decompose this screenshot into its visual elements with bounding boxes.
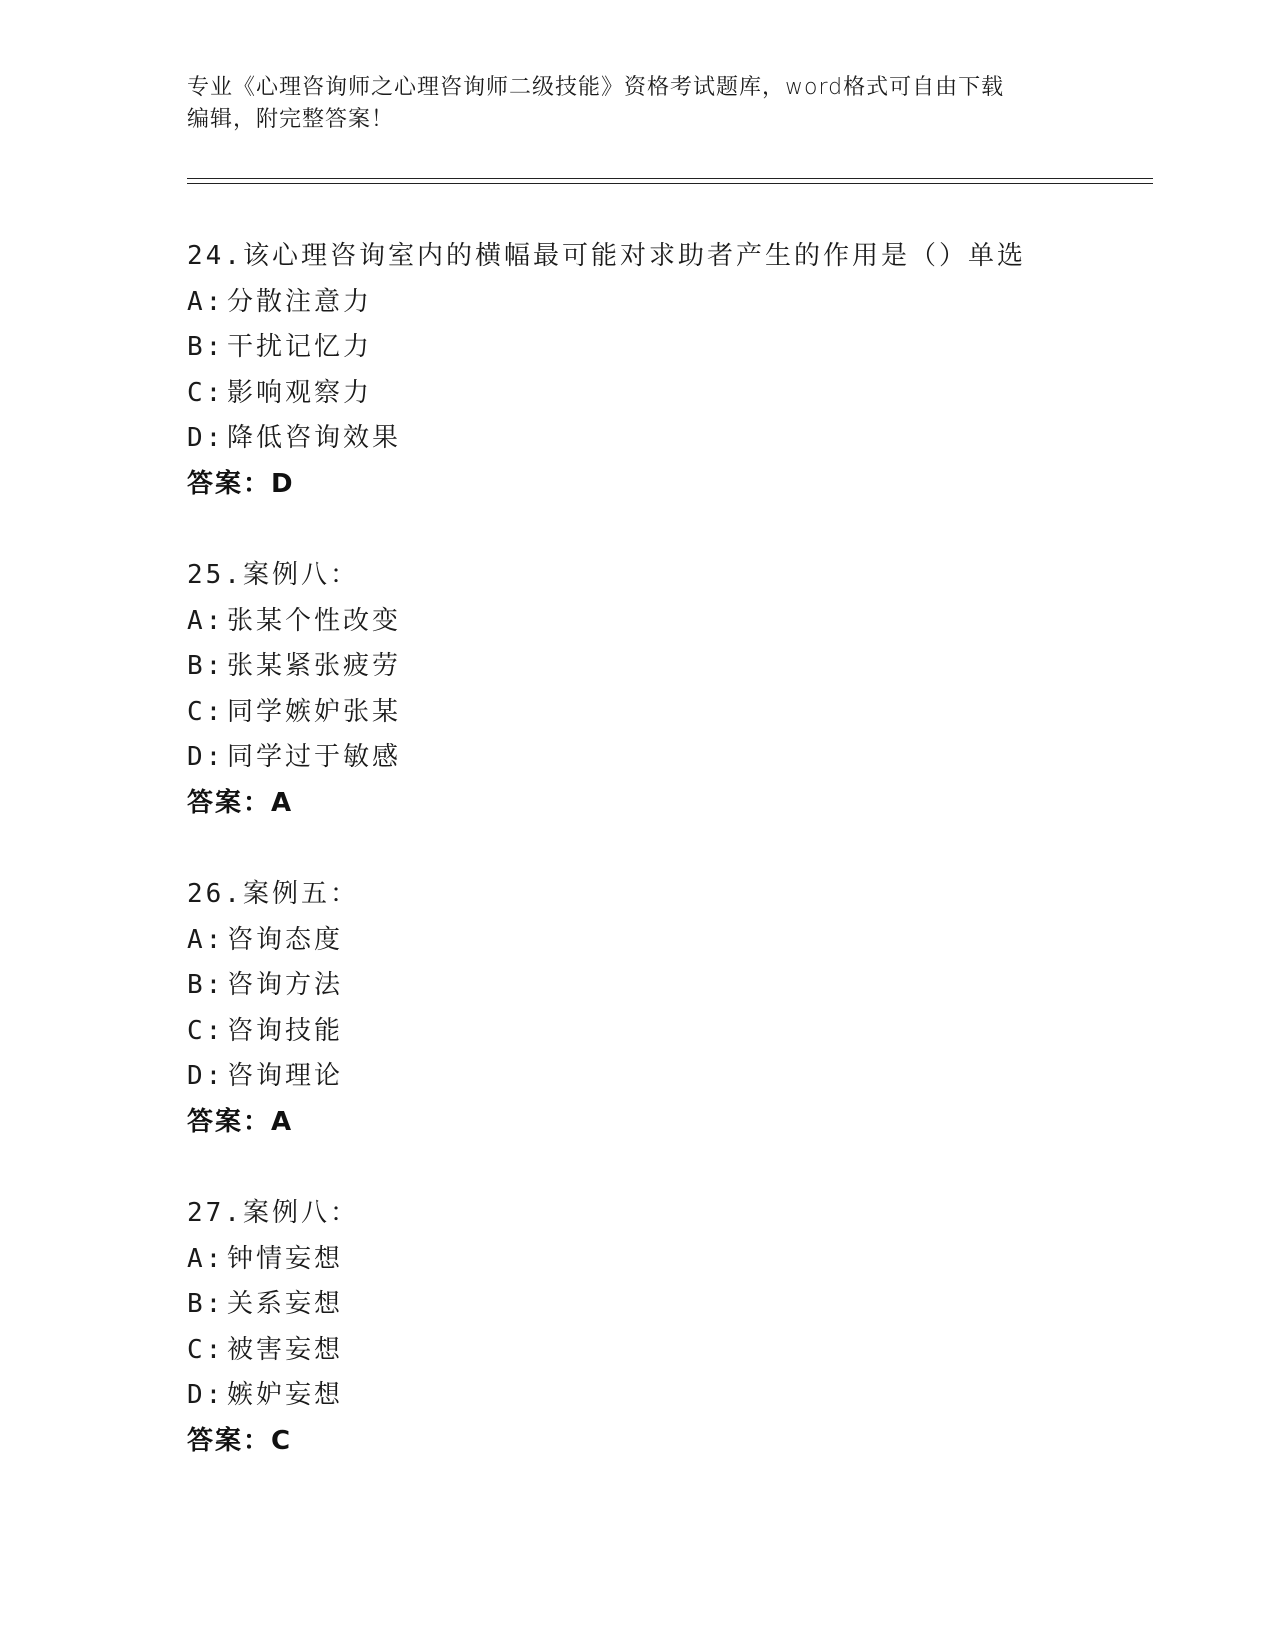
option-d — [187, 1054, 1167, 1100]
option-text: 同学嫉妒张某 — [227, 696, 402, 727]
option-letter: A: — [187, 1243, 225, 1274]
option-d — [187, 416, 1167, 462]
question-25 — [187, 553, 1167, 826]
question-26 — [187, 872, 1167, 1145]
question-title: 27.案例八： — [187, 1198, 359, 1228]
option-text: 张某个性改变 — [227, 605, 402, 636]
option-a — [187, 280, 1167, 326]
option-letter: D: — [187, 1380, 225, 1410]
option-text: 钟情妄想 — [227, 1243, 344, 1274]
option-text: 咨询方法 — [227, 970, 344, 1000]
option-letter: C: — [187, 377, 225, 408]
question-title: 24.该心理咨询室内的横幅最可能对求助者产生的作用是（）单选 — [187, 241, 1026, 271]
option-text: 同学过于敏感 — [227, 742, 402, 772]
option-text: 干扰记忆力 — [227, 332, 373, 362]
option-letter: C: — [187, 1334, 225, 1365]
question-title: 25.案例八： — [187, 560, 359, 590]
option-letter: B: — [187, 1289, 225, 1319]
option-text: 降低咨询效果 — [227, 423, 402, 453]
option-letter: A: — [187, 286, 225, 317]
header-divider-top — [187, 178, 1153, 179]
option-c — [187, 1328, 1167, 1374]
option-c — [187, 1009, 1167, 1055]
option-c — [187, 371, 1167, 417]
option-text: 张某紧张疲劳 — [227, 651, 402, 681]
option-letter: B: — [187, 651, 225, 681]
header-line-1: 专业《心理咨询师之心理咨询师二级技能》资格考试题库，word格式可自由下载 — [187, 75, 1005, 100]
option-d — [187, 1373, 1167, 1419]
question-24 — [187, 234, 1167, 507]
option-b — [187, 325, 1167, 371]
answer-line: 答案：A — [187, 787, 294, 818]
option-b — [187, 1282, 1167, 1328]
option-text: 被害妄想 — [227, 1334, 344, 1365]
option-text: 分散注意力 — [227, 286, 373, 317]
option-letter: D: — [187, 742, 225, 772]
answer-line: 答案：C — [187, 1425, 293, 1456]
option-letter: A: — [187, 924, 225, 955]
option-text: 关系妄想 — [227, 1289, 344, 1319]
option-letter: C: — [187, 1015, 225, 1046]
header-line-2: 编辑，附完整答案！ — [187, 107, 395, 132]
answer-line: 答案：A — [187, 1106, 294, 1137]
question-27 — [187, 1191, 1167, 1464]
option-letter: C: — [187, 696, 225, 727]
option-letter: D: — [187, 1061, 225, 1091]
option-letter: A: — [187, 605, 225, 636]
answer-line: 答案：D — [187, 468, 295, 499]
option-letter: B: — [187, 332, 225, 362]
option-a — [187, 918, 1167, 964]
option-a — [187, 1237, 1167, 1283]
option-c — [187, 690, 1167, 736]
option-text: 影响观察力 — [227, 377, 373, 408]
option-text: 咨询理论 — [227, 1061, 344, 1091]
header-divider-bottom — [187, 183, 1153, 184]
option-letter: B: — [187, 970, 225, 1000]
document-header — [187, 72, 1087, 136]
option-d — [187, 735, 1167, 781]
option-b — [187, 963, 1167, 1009]
option-text: 咨询技能 — [227, 1015, 344, 1046]
option-b — [187, 644, 1167, 690]
option-text: 咨询态度 — [227, 924, 344, 955]
option-text: 嫉妒妄想 — [227, 1380, 344, 1410]
option-letter: D: — [187, 423, 225, 453]
option-a — [187, 599, 1167, 645]
question-title: 26.案例五： — [187, 879, 359, 909]
